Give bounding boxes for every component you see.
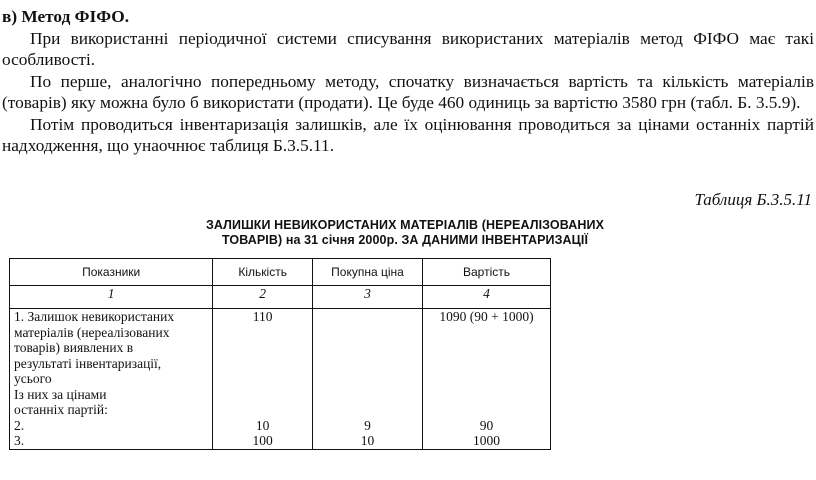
qty-row-3: 100 (252, 433, 273, 448)
label-line: 2. (14, 417, 25, 433)
qty-total: 110 (252, 309, 273, 324)
col-number: 3 (313, 286, 423, 309)
col-number: 1 (10, 286, 213, 309)
table-title-line-2: ТОВАРІВ) на 31 січня 2000р. ЗА ДАНИМИ ІНВЕНТАРИЗАЦІЇ (221, 233, 589, 247)
cost-row-2: 90 (479, 417, 494, 433)
cost-row-3: 1000 (472, 433, 500, 448)
price-cell (313, 309, 423, 450)
label-line: 3. (14, 433, 25, 448)
label-line: результаті інвентаризації, (14, 355, 162, 371)
section-heading: в) Метод ФІФО. (2, 7, 130, 26)
header-quantity: Кількість (213, 259, 313, 286)
table-reference: Таблиця Б.3.5.11 (694, 190, 812, 209)
inventory-table (9, 258, 551, 450)
cost-cell (422, 309, 550, 450)
qty-row-2: 10 (255, 417, 270, 433)
label-line: останніх партій: (14, 402, 108, 417)
indicator-cell (10, 309, 213, 450)
price-row-3: 10 (360, 433, 375, 448)
table-title (150, 218, 660, 248)
table-header-row (10, 259, 551, 286)
paragraph-1: При використанні періодичної системи списування використаних матеріалів метод ФІФО має такі особливості. (2, 28, 814, 69)
table-row (10, 309, 551, 450)
column-number-row (10, 286, 551, 309)
label-line: матеріалів (нереалізованих (14, 324, 170, 340)
price-row-2: 9 (364, 417, 371, 433)
table-title-line-1: ЗАЛИШКИ НЕВИКОРИСТАНИХ МАТЕРІАЛІВ (НЕРЕАЛІЗОВАНИХ (205, 218, 605, 232)
paragraph-2: По перше, аналогічно попередньому методу, спочатку визначається вартість та кількість матеріалів (товарів) яку можна було б використати (продати). Це буде 460 одиниць за вартістю 3580 грн (табл. Б. 3.5.9). (2, 71, 814, 112)
label-line: усього (14, 371, 52, 386)
header-purchase-price: Покупна ціна (313, 259, 423, 286)
cost-total: 1090 (90 + 1000) (439, 309, 534, 324)
label-line: Із них за цінами (14, 386, 107, 402)
paragraph-3: Потім проводиться інвентаризація залишків, але їх оцінювання проводиться за цінами останніх партій надходження, що унаочнює таблиця Б.3.5.11. (2, 114, 814, 155)
col-number: 4 (422, 286, 550, 309)
header-indicators: Показники (10, 259, 213, 286)
quantity-cell (213, 309, 313, 450)
document-text (2, 6, 814, 157)
col-number: 2 (213, 286, 313, 309)
label-line: 1. Залишок невикористаних (14, 309, 175, 324)
label-line: товарів) виявлених в (14, 340, 134, 355)
header-cost: Вартість (422, 259, 550, 286)
